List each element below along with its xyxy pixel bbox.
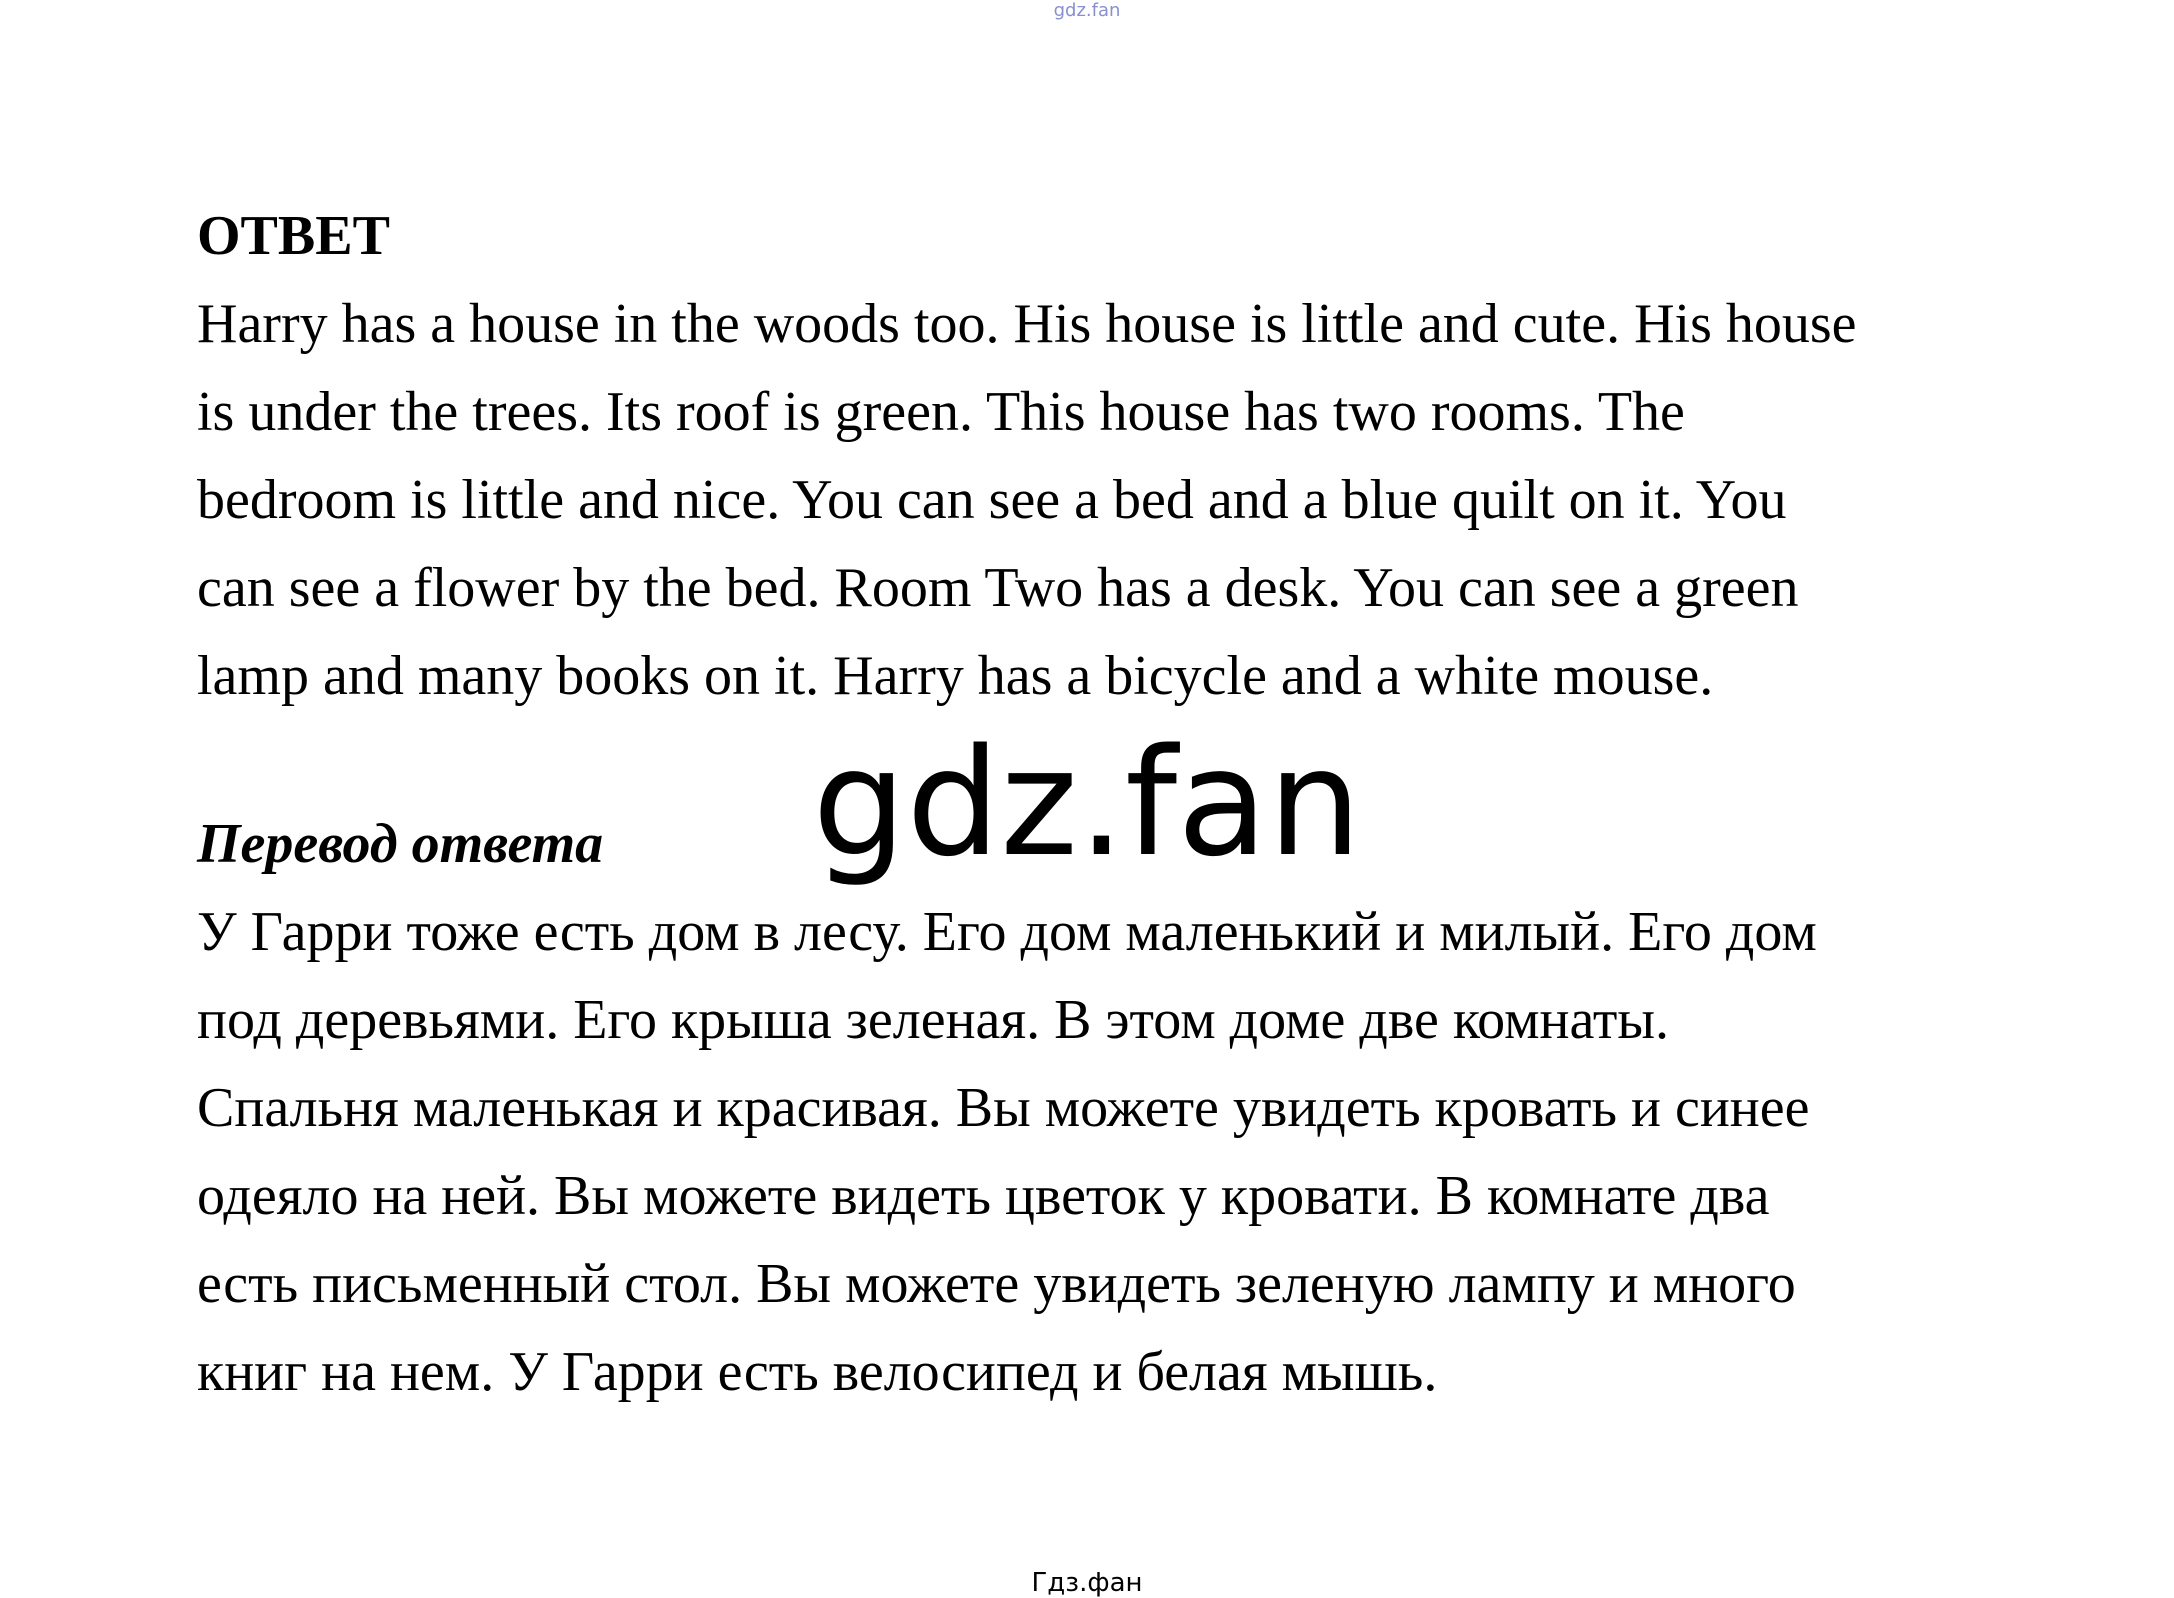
site-watermark: gdz.fan: [812, 717, 1362, 889]
translation-text: У Гарри тоже есть дом в лесу. Его дом маленький и милый. Его дом под деревьями. Его крыша зеленая. В этом доме две комнаты. Спальня маленькая и красивая. Вы можете увидеть кровать и синее одеяло на ней. Вы можете видеть цветок у кровати. В комнате два есть письменный стол. Вы можете увидеть зеленую лампу и много книг на нем. У Гарри есть велосипед и белая мышь.: [197, 901, 1817, 1403]
answer-text: Harry has a house in the woods too. His house is little and cute. His house is under the trees. Its roof is green. This house has two rooms. The bedroom is little and nice. You can see a bed and a blue quilt on it. You can see a flower by the bed. Room Two has a desk. You can see a green lamp and many books on it. Harry has a bicycle and a white mouse.: [197, 293, 1857, 707]
answer-heading: ОТВЕТ: [197, 205, 390, 267]
footer-label: Гдз.фан: [1031, 1568, 1143, 1598]
header-watermark: gdz.fan: [1053, 0, 1121, 21]
translation-heading: Перевод ответа: [197, 813, 604, 875]
